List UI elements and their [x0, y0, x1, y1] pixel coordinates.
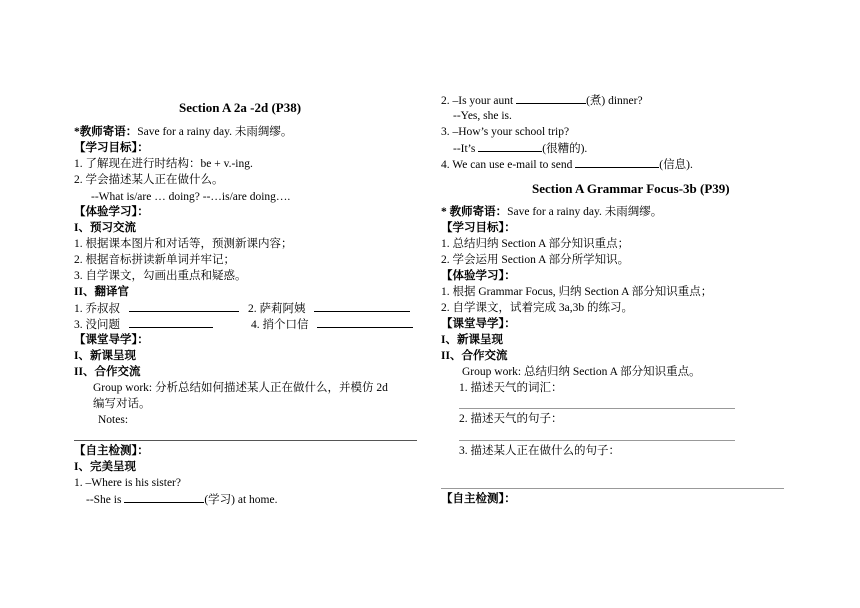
question-1b-pre: --She is	[86, 494, 122, 506]
summary-item-1: 1. 描述天气的词汇：	[459, 382, 563, 394]
left-translator-heading: II、翻译官	[74, 286, 129, 298]
left-preview-heading: I、预习交流	[74, 222, 136, 234]
left-new-lesson: I、新课呈现	[74, 350, 136, 362]
question-3b-pre: --It’s	[453, 143, 476, 155]
left-goal-pattern: --What is/are … doing? --…is/are doing….	[91, 191, 291, 203]
right-self-check-heading: 【自主检测】：	[441, 493, 516, 505]
translate-label-2: 2. 萨莉阿姨	[248, 303, 306, 315]
question-2a-pre: 2. –Is your aunt	[441, 95, 514, 107]
section-divider	[441, 488, 784, 489]
teacher-message-label: * 教师寄语：	[441, 206, 508, 218]
question-3b-post: (很糟的).	[542, 143, 588, 155]
right-class-heading: 【课堂导学】：	[441, 318, 516, 330]
summary-item-3: 3. 描述某人正在做什么的句子：	[459, 445, 620, 457]
right-exp-1: 1. 根据 Grammar Focus, 归纳 Section A 部分知识重点；	[441, 286, 713, 298]
answer-blank[interactable]	[516, 92, 586, 104]
right-experience-heading: 【体验学习】：	[441, 270, 516, 282]
right-goals-heading: 【学习目标】：	[441, 222, 516, 234]
answer-blank[interactable]	[575, 156, 659, 168]
right-new-lesson: I、新课呈现	[441, 334, 503, 346]
translate-label-1: 1. 乔叔叔	[74, 303, 120, 315]
left-self-check-heading: 【自主检测】：	[74, 445, 149, 457]
teacher-message-label: *教师寄语：	[74, 126, 138, 138]
left-experience-heading: 【体验学习】：	[74, 206, 149, 218]
answer-blank[interactable]	[129, 316, 213, 328]
left-notes: Notes:	[98, 414, 129, 426]
right-cooperate: II、合作交流	[441, 350, 508, 362]
question-1b-post: (学习) at home.	[204, 494, 278, 506]
notes-rule	[74, 440, 417, 441]
answer-line[interactable]	[459, 408, 735, 409]
question-4-post: (信息).	[659, 159, 693, 171]
question-3a: 3. –How’s your school trip?	[441, 126, 570, 138]
question-2b: --Yes, she is.	[453, 110, 512, 122]
left-group-work-1: Group work: 分析总结如何描述某人正在做什么，并模仿 2d	[93, 382, 388, 394]
left-preview-2: 2. 根据音标拼读新单词并牢记；	[74, 254, 235, 266]
question-1b	[86, 491, 277, 509]
left-group-work-2: 编写对话。	[93, 398, 151, 410]
answer-line[interactable]	[459, 440, 735, 441]
answer-blank[interactable]	[314, 300, 410, 312]
question-4-pre: 4. We can use e-mail to send	[441, 159, 573, 171]
translate-label-4: 4. 捎个口信	[251, 319, 309, 331]
left-class-heading: 【课堂导学】：	[74, 334, 149, 346]
right-goal-2: 2. 学会运用 Section A 部分所学知识。	[441, 254, 630, 266]
teacher-message-text: Save for a rainy day. 未雨绸缪。	[137, 126, 293, 138]
left-teacher-message	[74, 124, 292, 141]
translate-label-3: 3. 没问题	[74, 319, 120, 331]
answer-blank[interactable]	[478, 140, 542, 152]
left-perfect-heading: I、完美呈现	[74, 461, 136, 473]
left-goal-1: 1. 了解现在进行时结构：be + v.-ing.	[74, 158, 253, 170]
right-group-work: Group work: 总结归纳 Section A 部分知识重点。	[462, 366, 701, 378]
question-1a: 1. –Where is his sister?	[74, 477, 181, 489]
answer-blank[interactable]	[124, 491, 204, 503]
right-section-title: Section A Grammar Focus-3b (P39)	[532, 181, 730, 196]
right-exp-2: 2. 自学课文，试着完成 3a,3b 的练习。	[441, 302, 633, 314]
right-goal-1: 1. 总结归纳 Section A 部分知识重点；	[441, 238, 630, 250]
left-goals-heading: 【学习目标】：	[74, 142, 149, 154]
left-cooperate: II、合作交流	[74, 366, 141, 378]
summary-item-2: 2. 描述天气的句子：	[459, 413, 563, 425]
left-section-title: Section A 2a -2d (P38)	[179, 100, 302, 115]
question-2a-post: (煮) dinner?	[586, 95, 643, 107]
left-preview-3: 3. 自学课文，勾画出重点和疑惑。	[74, 270, 247, 282]
question-4	[441, 156, 693, 174]
left-goal-2: 2. 学会描述某人正在做什么。	[74, 174, 224, 186]
teacher-message-text: Save for a rainy day. 未雨绸缪。	[507, 206, 663, 218]
translate-item-4	[251, 316, 413, 334]
right-teacher-message	[441, 204, 662, 221]
answer-blank[interactable]	[317, 316, 413, 328]
answer-blank[interactable]	[129, 300, 239, 312]
left-preview-1: 1. 根据课本图片和对话等，预测新课内容；	[74, 238, 293, 250]
